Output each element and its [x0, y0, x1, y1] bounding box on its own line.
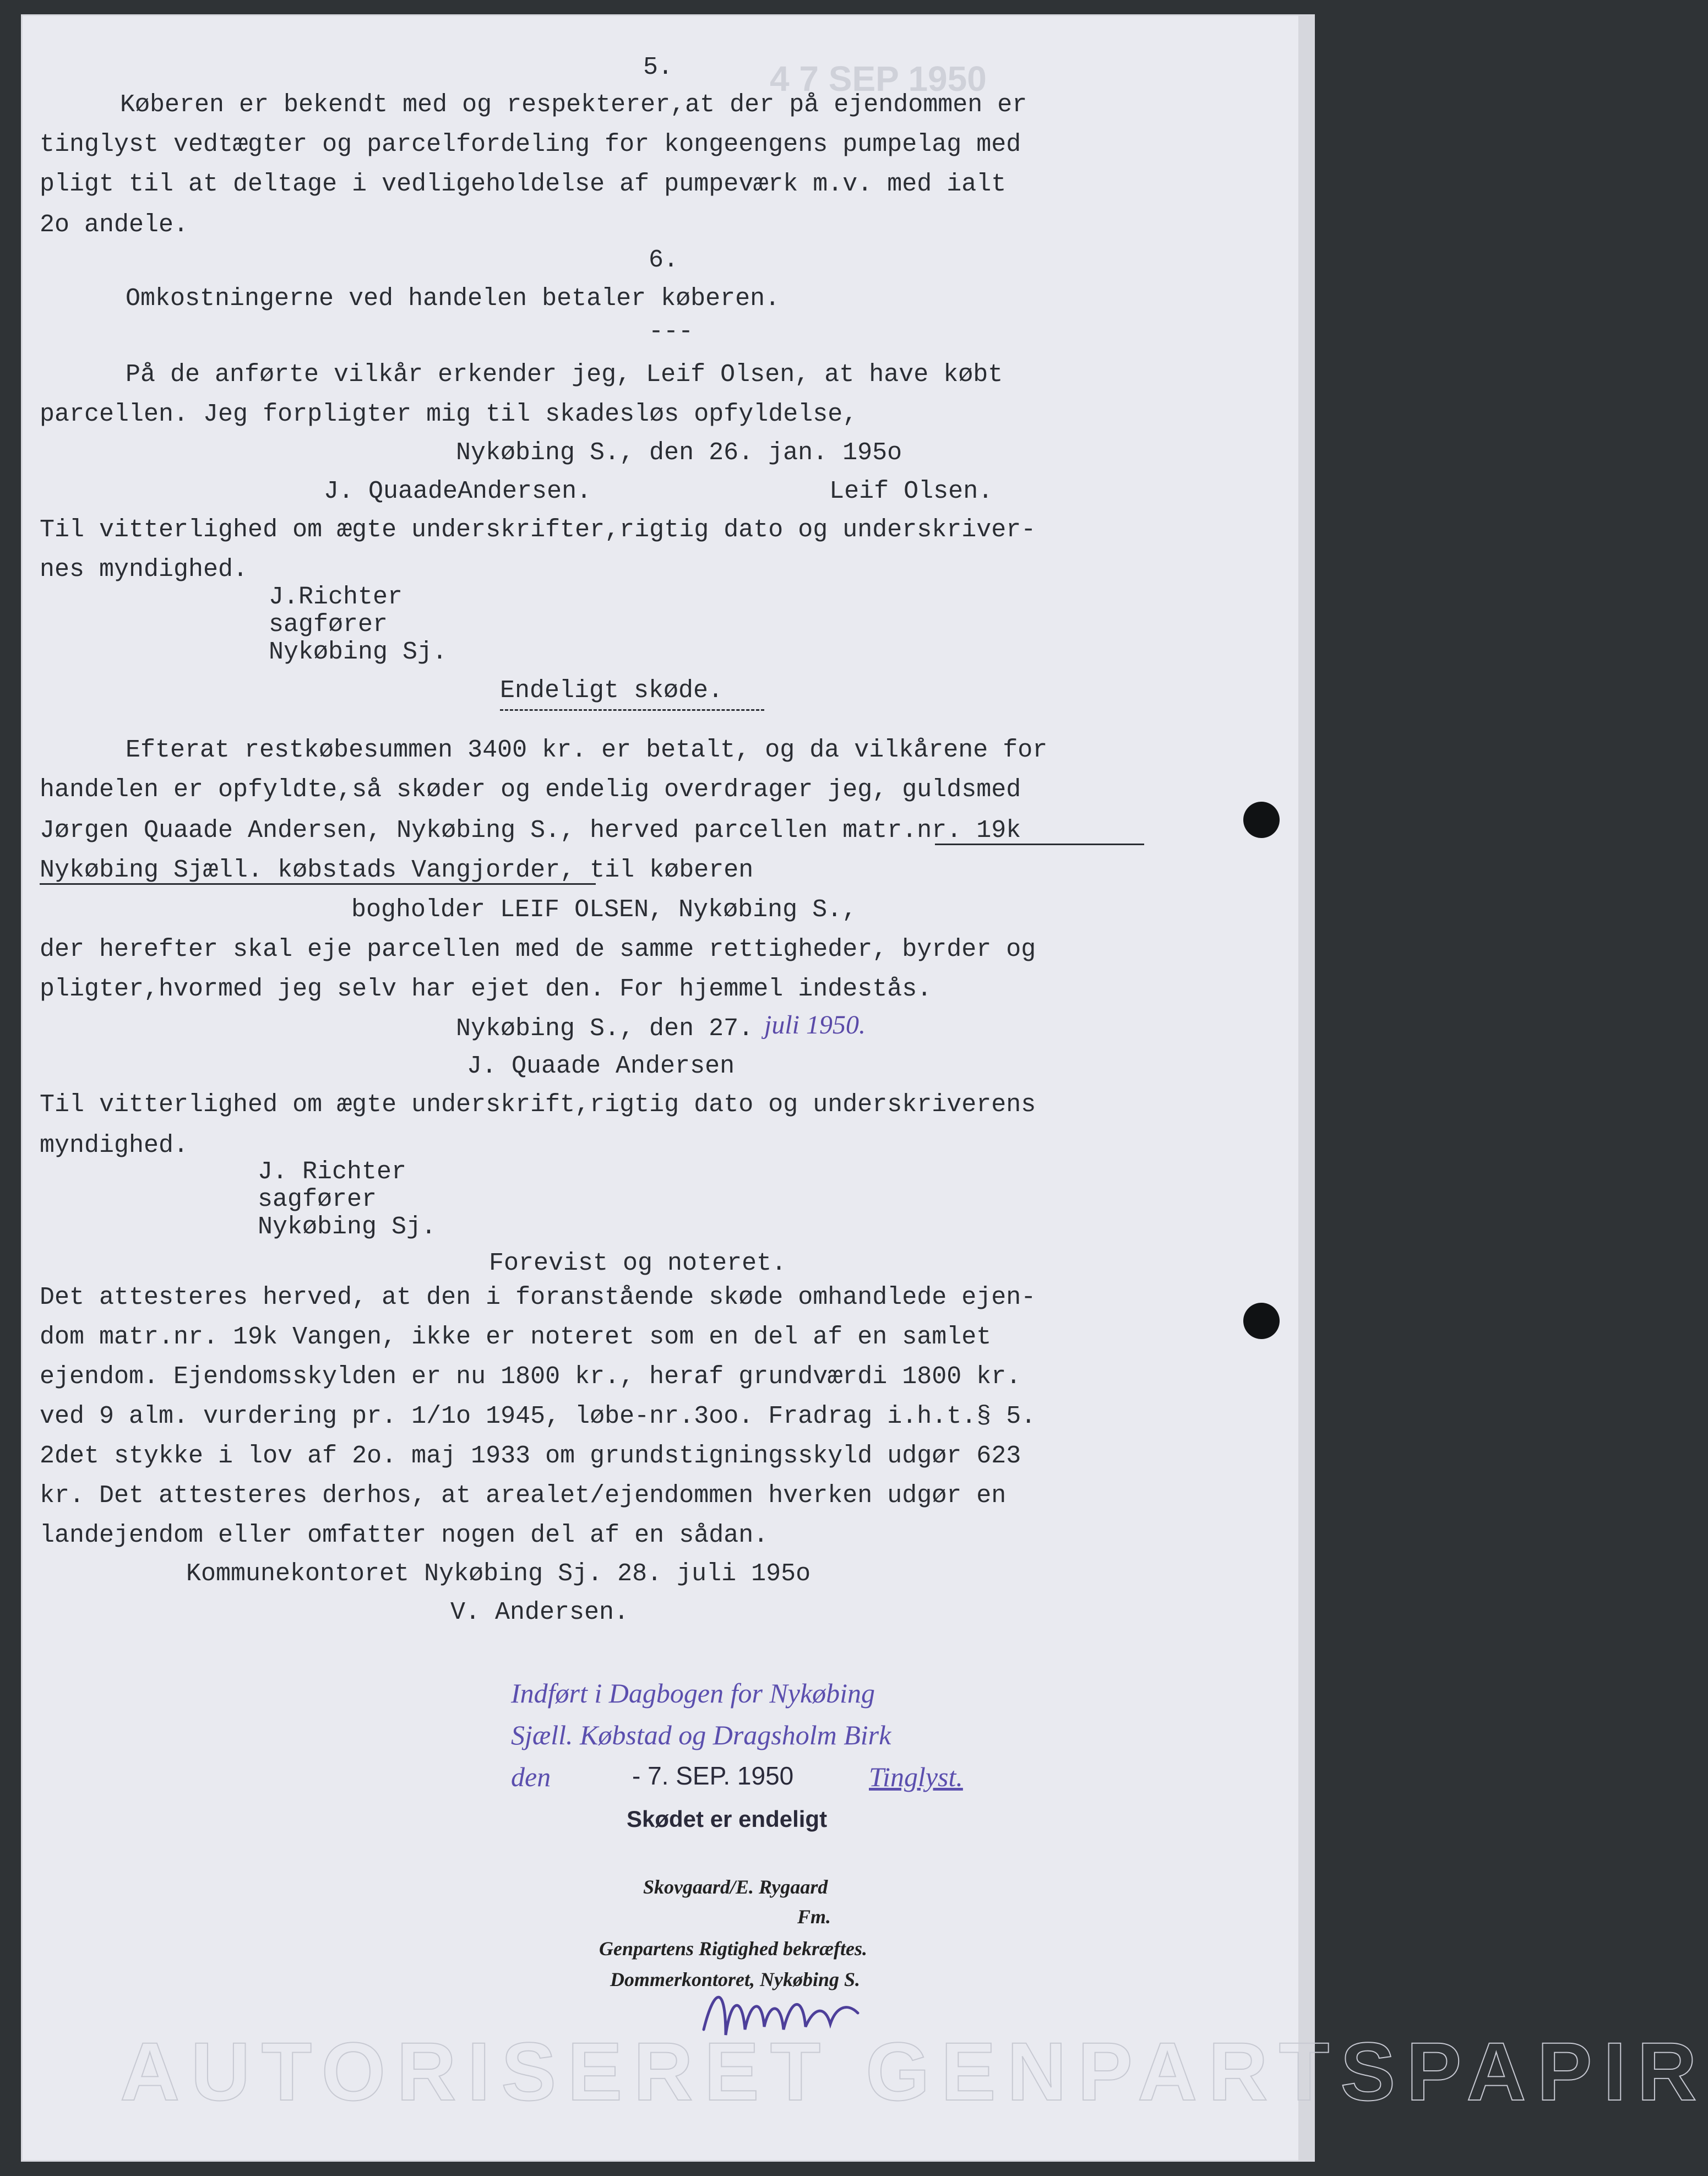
text-line: der herefter skal eje parcellen med de samme rettigheder, byrder og — [40, 935, 1036, 964]
text-line: dom matr.nr. 19k Vangen, ikke er noteret som en del af en samlet — [40, 1323, 992, 1351]
text-line: handelen er opfyldte,så skøder og endelig overdrager jeg, guldsmed — [40, 776, 1021, 804]
separator: --- — [649, 318, 694, 346]
witness-title: sagfører — [269, 611, 388, 639]
place-date-line: Nykøbing S., den 26. jan. 195o — [456, 439, 902, 467]
text-line: ejendom. Ejendomsskylden er nu 1800 kr., heraf grundværdi 1800 kr. — [40, 1363, 1021, 1391]
text-line: Det attesteres herved, at den i foranstående skøde omhandlede ejen- — [40, 1283, 1036, 1312]
text-line: 2det stykke i lov af 2o. maj 1933 om grundstigningsskyld udgør 623 — [40, 1442, 1021, 1470]
text-line: Efterat restkøbesummen 3400 kr. er betalt, og da vilkårene for — [126, 736, 1048, 764]
section-heading: Endeligt skøde. — [500, 677, 724, 705]
watermark: AUTORISERET GENPARTSPAPIR — [120, 2025, 1708, 2118]
witness-name: J.Richter — [269, 583, 403, 611]
notation-heading: Forevist og noteret. — [489, 1249, 787, 1277]
matr-underline — [935, 844, 1144, 845]
text-line: Til vitterlighed om ægte underskrifter,rigtig dato og underskriver- — [40, 516, 1036, 544]
text-line: Nykøbing Sjæll. købstads Vangjorder, til køberen — [40, 856, 754, 884]
text-line: Jørgen Quaade Andersen, Nykøbing S., herved parcellen matr.nr. 19k — [40, 817, 1021, 845]
punch-hole-bottom — [1243, 1303, 1280, 1339]
punch-hole-top — [1243, 802, 1280, 838]
text-line: Til vitterlighed om ægte underskrift,rigtig dato og underskriverens — [40, 1091, 1036, 1119]
signature-line: J. QuaadeAndersen. Leif Olsen. — [324, 477, 993, 505]
heading-underline — [500, 709, 764, 711]
text-line: landejendom eller omfatter nogen del af en sådan. — [40, 1521, 769, 1549]
stamp-line-1: Indført i Dagbogen for Nykøbing — [511, 1678, 875, 1709]
certification-line-1: Genpartens Rigtighed bekræftes. — [599, 1938, 868, 1960]
document-sheet — [21, 14, 1708, 2162]
text-line: parcellen. Jeg forpligter mig til skadesløs opfyldelse, — [40, 400, 858, 428]
handwritten-signature — [698, 1974, 863, 2052]
vangjorder-underline — [40, 883, 596, 885]
stamp-date: - 7. SEP. 1950 — [632, 1761, 794, 1790]
signature-line: V. Andersen. — [450, 1598, 629, 1626]
text-line: myndighed. — [40, 1131, 189, 1160]
text-line: pligt til at deltage i vedligeholdelse af pumpeværk m.v. med ialt — [40, 170, 1007, 198]
text-line: Omkostningerne ved handelen betaler køberen. — [126, 285, 780, 313]
witness-title: sagfører — [258, 1185, 377, 1214]
stamp-den-label: den — [511, 1761, 551, 1792]
page-number: 5. — [643, 53, 673, 81]
witness-place: Nykøbing Sj. — [269, 638, 448, 666]
stamp-tinglyst: Tinglyst. — [869, 1761, 963, 1792]
text-line: pligter,hvormed jeg selv har ejet den. For hjemmel indestås. — [40, 975, 932, 1003]
text-line: tinglyst vedtægter og parcelfordeling for kongeengens pumpelag med — [40, 130, 1021, 159]
faint-date-stamp: 4 7 SEP 1950 — [770, 59, 987, 99]
handwritten-date: juli 1950. — [764, 1010, 866, 1040]
text-line: ved 9 alm. vurdering pr. 1/1o 1945, løbe-nr.3oo. Fradrag i.h.t.§ 5. — [40, 1402, 1036, 1430]
certifier-name: Skovgaard/E. Rygaard — [643, 1876, 828, 1898]
text-line: kr. Det attesteres derhos, at arealet/ejendommen hverken udgør en — [40, 1482, 1007, 1510]
place-date-line: Nykøbing S., den 27. — [456, 1015, 754, 1043]
certification-line-2: Dommerkontoret, Nykøbing S. — [610, 1968, 861, 1990]
text-line: bogholder LEIF OLSEN, Nykøbing S., — [351, 896, 857, 924]
text-line: På de anførte vilkår erkender jeg, Leif Olsen, at have købt — [126, 361, 1003, 389]
signature-line: J. Quaade Andersen — [467, 1052, 735, 1080]
paper-edge — [1298, 14, 1315, 2162]
stamp-final: Skødet er endeligt — [627, 1806, 828, 1832]
text-line: Køberen er bekendt med og respekterer,at der på ejendommen er — [120, 91, 1027, 119]
place-date-line: Kommunekontoret Nykøbing Sj. 28. juli 195o — [186, 1560, 811, 1588]
stamp-line-2: Sjæll. Købstad og Dragsholm Birk — [511, 1720, 891, 1750]
witness-name: J. Richter — [258, 1158, 407, 1186]
text-line: 2o andele. — [40, 211, 189, 239]
certifier-title: Fm. — [797, 1906, 831, 1928]
section-number: 6. — [649, 246, 679, 274]
text-line: nes myndighed. — [40, 556, 248, 584]
witness-place: Nykøbing Sj. — [258, 1213, 437, 1241]
